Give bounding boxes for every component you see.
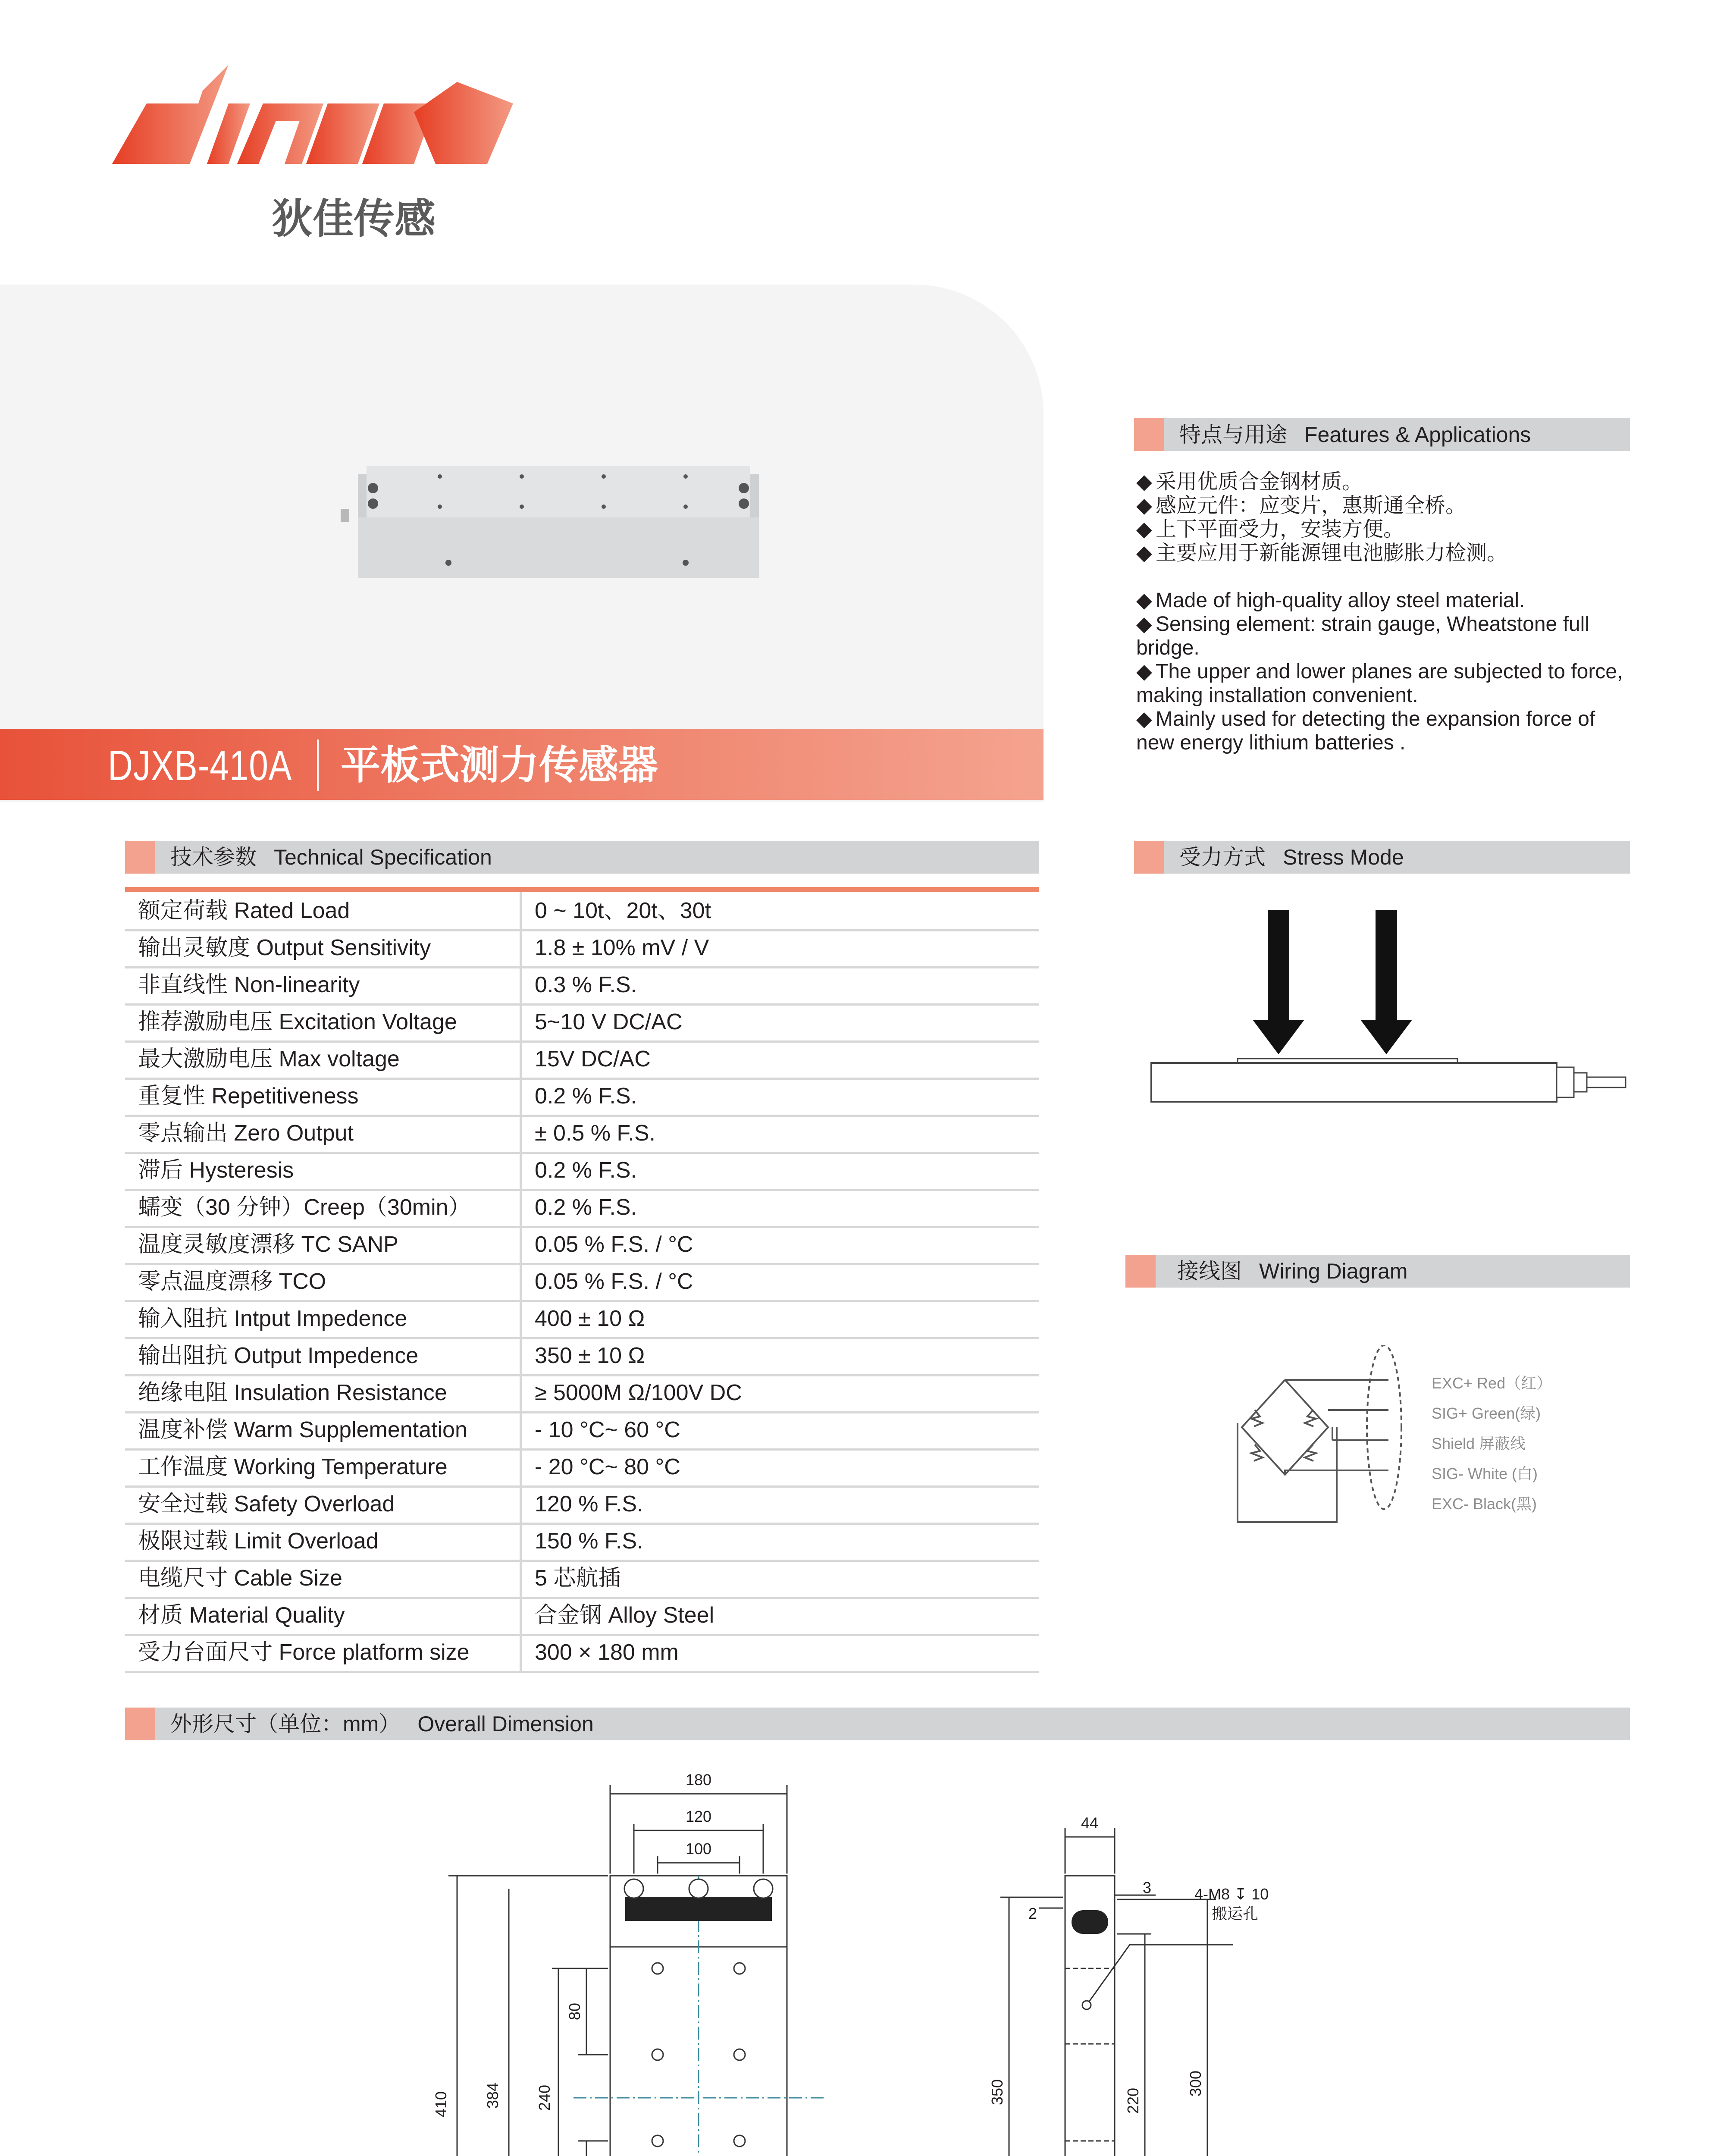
spec-label: 额定荷载 Rated Load [138,898,350,923]
spec-value: 0.2 % F.S. [535,1195,637,1220]
spec-label: 温度补偿 Warm Supplementation [138,1417,467,1442]
spec-label: 推荐激励电压 Excitation Voltage [138,1009,457,1034]
feature-item: ◆ 主要应用于新能源锂电池膨胀力检测。 [1136,542,1508,564]
spec-top-rule [125,887,1039,892]
spec-value: 0 ~ 10t、20t、30t [535,898,711,923]
spec-column-divider [520,966,522,1003]
spec-row [125,1078,1039,1117]
spec-column-divider [520,1485,522,1523]
spec-row [125,892,1039,931]
spec-column-divider [520,1040,522,1078]
spec-label: 重复性 Repetitiveness [138,1084,359,1109]
spec-column-divider [520,1337,522,1374]
spec-column-divider [520,1300,522,1337]
spec-label: 材质 Material Quality [138,1603,345,1628]
spec-row [125,929,1039,968]
spec-row [125,1226,1039,1265]
spec-row [125,1523,1039,1562]
tap-note: 4-M8 ↧ 10 [1194,1885,1269,1903]
feature-item: ◆ Mainly used for detecting the expansion force of new energy lithium batteries . [1136,708,1595,754]
spec-row [125,1448,1039,1488]
spec-value: 0.05 % F.S. / °C [535,1232,693,1257]
spec-value: 1.8 ± 10% mV / V [535,935,709,960]
product-model: DJXB-410A [108,742,292,789]
spec-value: - 10 °C~ 60 °C [535,1417,680,1442]
spec-column-divider [520,1411,522,1448]
spec-row [125,1337,1039,1376]
wiring-header: 接线图 Wiring Diagram [1125,1255,1630,1288]
feature-item: ◆ Made of high-quality alloy steel material. [1136,589,1525,612]
spec-value: 300 × 180 mm [535,1640,679,1665]
spec-row [125,1115,1039,1154]
spec-column-divider [520,1374,522,1411]
spec-row [125,1485,1039,1525]
dim-label: 240 [536,2084,553,2111]
spec-value: 150 % F.S. [535,1529,643,1554]
spec-label: 温度灵敏度漂移 TC SANP [138,1232,398,1257]
features-list-cn [1136,470,1632,565]
dim-label: 44 [1081,1814,1099,1832]
dim-label: 350 [988,2079,1006,2106]
spec-column-divider [520,1263,522,1300]
spec-row [125,1300,1039,1339]
spec-value: 合金钢 Alloy Steel [535,1603,714,1628]
dim-label: 2 [1028,1905,1037,1922]
spec-label: 零点输出 Zero Output [138,1121,354,1146]
spec-value: 400 ± 10 Ω [535,1306,645,1331]
spec-value: 5 芯航插 [535,1566,621,1591]
spec-label: 输出灵敏度 Output Sensitivity [138,935,431,960]
dim-label: 100 [685,1840,712,1858]
brand-logo [99,65,530,246]
spec-label: 蠕变（30 分钟）Creep（30min） [138,1195,471,1220]
spec-value: ± 0.5 % F.S. [535,1121,655,1146]
wiring-bridge-diagram [1225,1345,1419,1544]
spec-value: 0.2 % F.S. [535,1084,637,1109]
spec-header: 技术参数 Technical Specification [125,841,1039,874]
spec-column-divider [520,1078,522,1115]
spec-label: 工作温度 Working Temperature [138,1454,448,1479]
stress-mode-diagram [1143,910,1634,1125]
wire-label: SIG+ Green(绿) [1432,1404,1541,1422]
features-header: 特点与用途 Features & Applications [1134,418,1630,451]
spec-row [125,1374,1039,1413]
spec-row [125,966,1039,1006]
spec-row [125,1560,1039,1599]
dim-label: 220 [1124,2087,1142,2114]
spec-column-divider [520,1560,522,1597]
feature-item: ◆ Sensing element: strain gauge, Wheatstone full bridge. [1136,613,1589,659]
spec-column-divider [520,929,522,966]
dim-label: 410 [432,2091,450,2118]
spec-row [125,1152,1039,1191]
spec-label: 电缆尺寸 Cable Size [138,1566,342,1591]
feature-item: ◆ 采用优质合金钢材质。 [1136,470,1363,493]
spec-value: 0.3 % F.S. [535,972,637,997]
spec-label: 输入阻抗 Intput Impedence [138,1306,407,1331]
stress-header: 受力方式 Stress Mode [1134,841,1630,874]
feature-item: ◆ 感应元件：应变片，惠斯通全桥。 [1136,494,1467,517]
spec-column-divider [520,1634,522,1671]
spec-column-divider [520,1189,522,1226]
spec-row [125,1263,1039,1302]
wire-label: Shield 屏蔽线 [1432,1435,1526,1452]
spec-label: 输出阻抗 Output Impedence [138,1343,419,1368]
spec-value: 15V DC/AC [535,1047,651,1072]
product-name-cn: 平板式测力传感器 [341,743,658,787]
spec-value: 0.2 % F.S. [535,1158,637,1183]
spec-row [125,1189,1039,1228]
spec-label: 非直线性 Non-linearity [138,972,360,997]
spec-label: 零点温度漂移 TCO [138,1269,326,1294]
spec-row [125,1003,1039,1043]
spec-column-divider [520,1597,522,1634]
spec-label: 受力台面尺寸 Force platform size [138,1640,470,1665]
spec-value: ≥ 5000M Ω/100V DC [535,1380,742,1405]
spec-value: 5~10 V DC/AC [535,1009,683,1034]
dim-label: 120 [685,1808,712,1825]
spec-label: 滞后 Hysteresis [138,1158,294,1183]
spec-label: 绝缘电阻 Insulation Resistance [138,1380,447,1405]
dim-label: 300 [1187,2070,1204,2097]
spec-row [125,1040,1039,1080]
tap-note: 搬运孔 [1212,1905,1259,1922]
wire-label: EXC- Black(黑) [1432,1495,1537,1513]
spec-label: 极限过载 Limit Overload [138,1529,379,1554]
spec-label: 最大激励电压 Max voltage [138,1047,400,1072]
feature-item: ◆ 上下平面受力，安装方便。 [1136,518,1404,541]
dim-label: 384 [484,2082,501,2109]
product-photo [341,457,776,586]
side-view-drawing [983,1802,1311,2156]
spec-value: 0.05 % F.S. / °C [535,1269,693,1294]
spec-column-divider [520,1523,522,1560]
spec-value: 120 % F.S. [535,1492,643,1517]
spec-row [125,1597,1039,1636]
dim-label: 80 [566,2002,583,2021]
dim-label: 3 [1143,1879,1152,1896]
dimension-header: 外形尺寸（单位：mm） Overall Dimension [125,1708,1630,1740]
spec-row [125,1634,1039,1673]
dim-label: 180 [685,1771,712,1789]
brand-name-cn: 狄佳传感 [272,195,436,243]
spec-value: 350 ± 10 Ω [535,1343,645,1368]
title-separator [317,740,319,791]
spec-column-divider [520,1226,522,1263]
wire-label: EXC+ Red（红） [1432,1374,1552,1392]
spec-column-divider [520,1152,522,1189]
feature-item: ◆ The upper and lower planes are subjected to force, making installation convenient. [1136,660,1623,707]
force-arrow-icon [1253,910,1412,1054]
spec-column-divider [520,1448,522,1485]
features-list-en [1136,589,1632,755]
front-view-drawing [423,1759,957,2156]
spec-row [125,1411,1039,1451]
spec-value: - 20 °C~ 80 °C [535,1454,680,1479]
spec-column-divider [520,1003,522,1040]
wire-label: SIG- White (白) [1432,1465,1538,1482]
spec-column-divider [520,892,522,929]
spec-label: 安全过载 Safety Overload [138,1492,395,1517]
spec-column-divider [520,1115,522,1152]
